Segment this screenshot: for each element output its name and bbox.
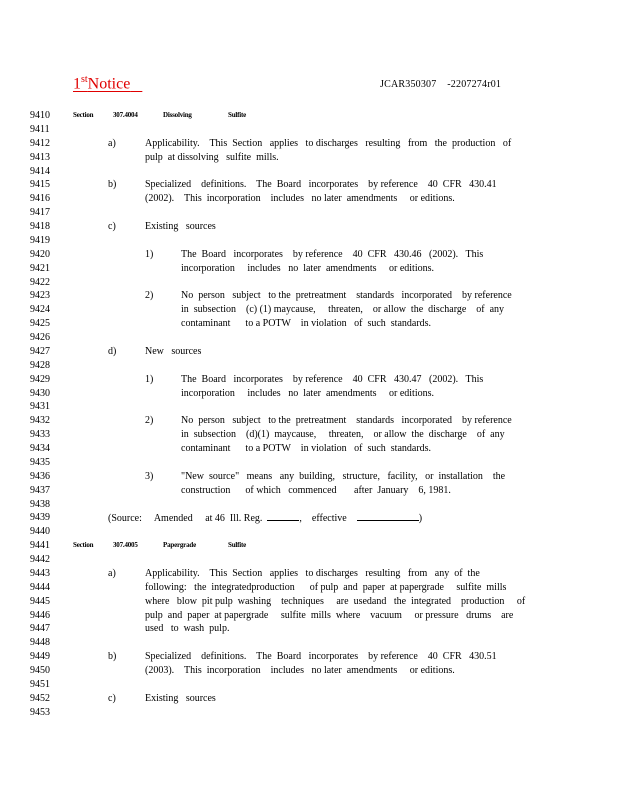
document-line — [0, 456, 618, 470]
line-number: 9430 — [30, 387, 50, 399]
document-line — [0, 248, 618, 262]
line-number: 9450 — [30, 665, 50, 676]
line-number: 9427 — [30, 345, 50, 357]
body-text: No person subject to the pretreatment standards incorporated by reference — [181, 415, 512, 427]
document-line — [0, 498, 618, 512]
body-text: where blow pit pulp washing techniques are usedand the integrated production of — [145, 595, 526, 607]
line-number: 9442 — [30, 554, 50, 565]
line-number: 9444 — [30, 581, 50, 593]
section-heading-word: Sulfite — [228, 111, 247, 119]
document-line — [0, 387, 618, 401]
body-text: Specialized definitions. The Board incorporates by reference 40 CFR 430.51 — [145, 651, 497, 663]
body-text: contaminant to a POTW in violation of such standards. — [181, 318, 432, 330]
item-label: 2) — [145, 415, 154, 427]
body-text: Specialized definitions. The Board incorporates by reference 40 CFR 430.41 — [145, 179, 497, 191]
body-text: incorporation includes no later amendments or editions. — [181, 387, 434, 399]
body-text: in subsection (c) (1) maycause, threaten, or allow the discharge of any — [181, 304, 505, 316]
jcar-reference: JCAR350307 -2207274r01 — [380, 79, 502, 90]
body-text: "New source" means any building, structure, facility, or installation the — [181, 470, 506, 482]
body-text: Applicability. This Section applies to discharges resulting from any of the — [145, 567, 480, 579]
document-line — [0, 234, 618, 248]
body-text: in subsection (d)(1) maycause, threaten, or allow the discharge of any — [181, 429, 505, 441]
line-number: 9414 — [30, 165, 50, 177]
line-number: 9416 — [30, 193, 50, 205]
line-number: 9425 — [30, 318, 50, 330]
line-number: 9445 — [30, 595, 50, 607]
subsection-label: b) — [108, 651, 117, 663]
line-number: 9446 — [30, 609, 50, 621]
document-line — [0, 109, 618, 123]
document-line — [0, 373, 618, 387]
document-line — [0, 178, 618, 192]
subsection-label: c) — [108, 221, 116, 232]
line-number: 9436 — [30, 470, 50, 482]
document-line — [0, 525, 618, 539]
source-note: (Source: Amended at 46 Ill. Reg. , effective ) — [108, 513, 423, 525]
line-number: 9451 — [30, 678, 50, 690]
line-number: 9428 — [30, 359, 50, 371]
line-number: 9422 — [30, 276, 50, 288]
line-number: 9437 — [30, 484, 50, 496]
line-number: 9449 — [30, 651, 50, 663]
item-label: 2) — [145, 290, 154, 302]
subsection-label: b) — [108, 179, 117, 191]
line-number: 9452 — [30, 692, 50, 704]
line-number: 9432 — [30, 415, 50, 427]
line-number: 9431 — [30, 401, 50, 413]
section-heading-word: Section — [73, 541, 94, 550]
document-line — [0, 664, 618, 678]
document-line — [0, 706, 618, 720]
document-line — [0, 206, 618, 220]
document-line — [0, 650, 618, 664]
body-text: (2003). This incorporation includes no later amendments or editions. — [145, 665, 455, 676]
document-line — [0, 192, 618, 206]
section-heading-word: Dissolving — [163, 111, 192, 119]
document-line — [0, 317, 618, 331]
section-heading-word: 307.4004 — [113, 111, 138, 119]
document-line — [0, 636, 618, 650]
body-text: pulp at dissolving sulfite mills. — [145, 151, 279, 163]
body-text: Applicability. This Section applies to discharges resulting from the production of — [145, 137, 512, 149]
line-number: 9448 — [30, 637, 50, 649]
document-line — [0, 289, 618, 303]
line-number: 9439 — [30, 512, 50, 524]
line-numbered-text — [0, 109, 618, 720]
subsection-label: a) — [108, 137, 116, 149]
document-line — [0, 165, 618, 179]
line-number: 9434 — [30, 443, 50, 454]
document-line — [0, 581, 618, 595]
line-number: 9453 — [30, 706, 50, 718]
document-line — [0, 276, 618, 290]
document-line — [0, 414, 618, 428]
line-number: 9433 — [30, 429, 50, 441]
document-line — [0, 151, 618, 165]
line-number: 9447 — [30, 623, 50, 635]
line-number: 9423 — [30, 290, 50, 302]
line-number: 9419 — [30, 234, 50, 246]
notice-label: 1stNotice — [73, 74, 131, 93]
document-line — [0, 539, 618, 553]
line-number: 9412 — [30, 137, 50, 149]
line-number: 9415 — [30, 179, 50, 191]
line-number: 9441 — [30, 540, 50, 552]
line-number: 9424 — [30, 304, 50, 316]
body-text: New sources — [145, 345, 202, 357]
body-text: The Board incorporates by reference 40 CFR 430.47 (2002). This — [181, 373, 484, 385]
body-text: incorporation includes no later amendments or editions. — [181, 262, 434, 274]
subsection-label: d) — [108, 345, 117, 357]
document-line — [0, 359, 618, 373]
document-line — [0, 470, 618, 484]
line-number: 9411 — [30, 123, 50, 135]
body-text: following: the integratedproduction of pulp and paper at papergrade sulfite mills — [145, 581, 507, 593]
body-text: pulp and paper at papergrade sulfite mills where vacuum or pressure drums are — [145, 609, 514, 621]
line-number: 9438 — [30, 498, 50, 510]
section-heading-word: Sulfite — [228, 541, 247, 550]
document-line — [0, 567, 618, 581]
blank-effective-date — [357, 511, 419, 521]
document-line — [0, 511, 618, 525]
document-line — [0, 137, 618, 151]
document-line — [0, 609, 618, 623]
document-line — [0, 345, 618, 359]
subsection-label: c) — [108, 692, 116, 704]
item-label: 3) — [145, 470, 154, 482]
subsection-label: a) — [108, 567, 116, 579]
item-label: 1) — [145, 248, 154, 260]
body-text: construction of which commenced after January 6, 1981. — [181, 484, 451, 496]
section-heading-word: Papergrade — [163, 541, 196, 550]
line-number: 9426 — [30, 332, 50, 343]
line-number: 9443 — [30, 567, 50, 579]
line-number: 9421 — [30, 262, 50, 274]
body-text: The Board incorporates by reference 40 CFR 430.46 (2002). This — [181, 248, 484, 260]
line-number: 9435 — [30, 456, 50, 468]
section-heading-word: 307.4005 — [113, 541, 138, 550]
document-line — [0, 400, 618, 414]
document-line — [0, 595, 618, 609]
blank-register-volume — [267, 511, 299, 521]
document-line — [0, 692, 618, 706]
line-number: 9440 — [30, 526, 50, 538]
document-line — [0, 484, 618, 498]
body-text: contaminant to a POTW in violation of such standards. — [181, 443, 432, 454]
line-number: 9429 — [30, 373, 50, 385]
body-text: Existing sources — [145, 692, 216, 704]
line-number: 9418 — [30, 221, 50, 232]
document-line — [0, 123, 618, 137]
body-text: (2002). This incorporation includes no later amendments or editions. — [145, 193, 455, 205]
document-line — [0, 428, 618, 442]
line-number: 9410 — [30, 110, 50, 121]
document-line — [0, 678, 618, 692]
document-line — [0, 220, 618, 234]
page-header — [0, 74, 618, 94]
document-line — [0, 262, 618, 276]
document-line — [0, 303, 618, 317]
body-text: Existing sources — [145, 221, 216, 232]
document-line — [0, 553, 618, 567]
body-text: used to wash pulp. — [145, 623, 230, 635]
line-number: 9420 — [30, 248, 50, 260]
document-line — [0, 331, 618, 345]
document-line — [0, 622, 618, 636]
section-heading-word: Section — [73, 111, 94, 119]
item-label: 1) — [145, 373, 154, 385]
document-line — [0, 442, 618, 456]
line-number: 9413 — [30, 151, 50, 163]
body-text: No person subject to the pretreatment standards incorporated by reference — [181, 290, 512, 302]
line-number: 9417 — [30, 207, 50, 219]
